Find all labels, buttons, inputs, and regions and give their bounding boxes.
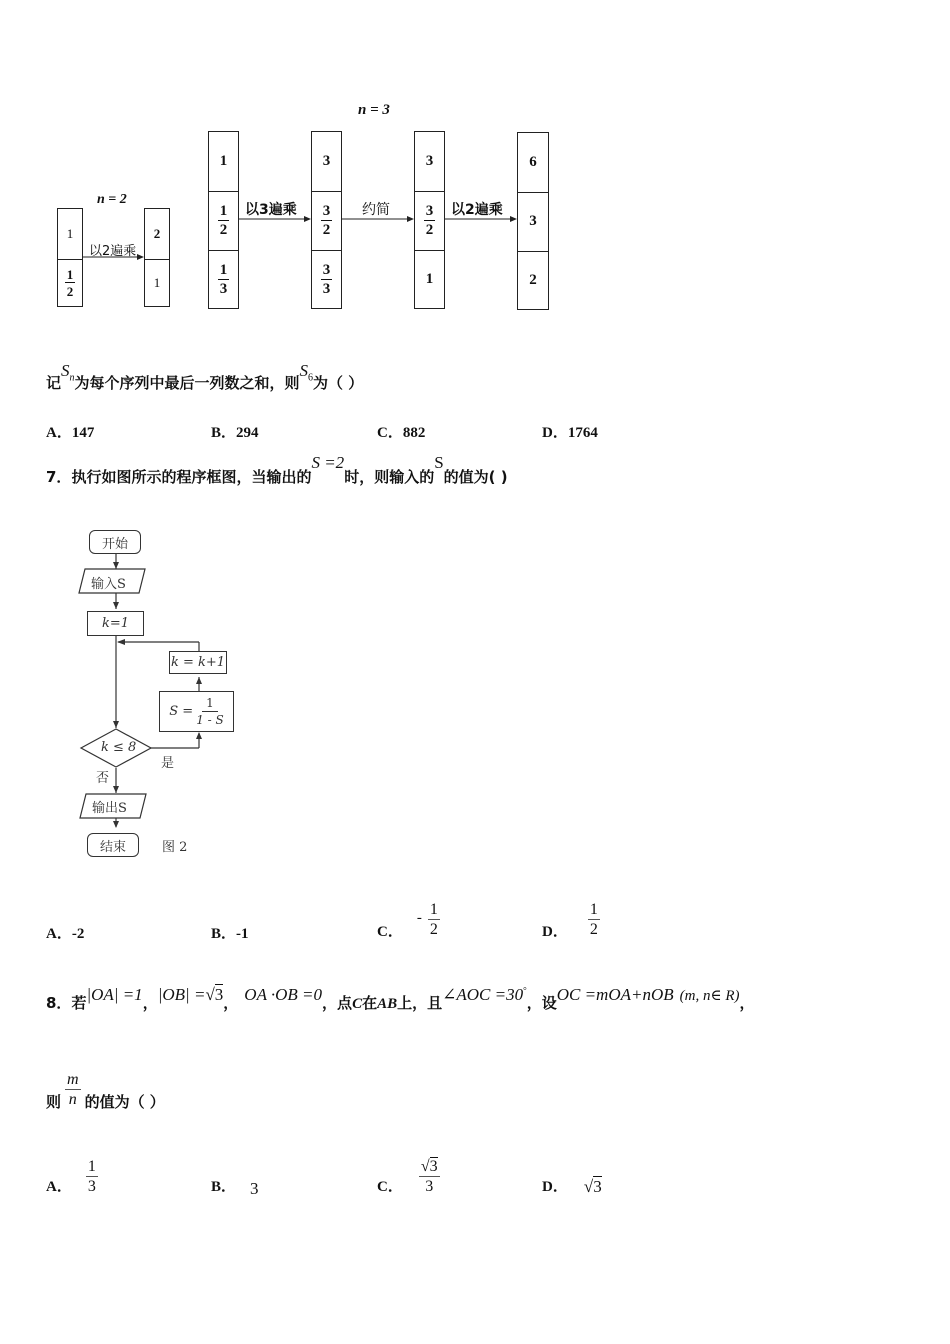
flowchart-output: 输出S	[92, 801, 127, 816]
n2-left-column	[57, 208, 83, 307]
n3-column-1	[208, 131, 239, 309]
math-domain: (m, n∈ R)	[679, 988, 740, 1004]
q7-option-d[interactable]: D． $\frac{1}{2}$	[542, 901, 598, 940]
cell: 2	[145, 209, 169, 260]
math-OA-norm: |OA| =1	[86, 985, 143, 1004]
flowchart-caption: 图 2	[162, 840, 188, 855]
flowchart-condition: k ≤ 8	[101, 740, 137, 755]
math-dot-product: OA ·OB =0	[244, 985, 323, 1004]
q6-option-c[interactable]: C．882	[377, 425, 426, 441]
cell: 3	[518, 192, 548, 252]
flowchart-init: k=1	[87, 611, 144, 636]
math-Sn: $S_n$	[61, 361, 75, 384]
flowchart-yes-label: 是	[161, 756, 175, 771]
arrow3-label: 以2遍乘	[451, 202, 503, 218]
q7-option-b[interactable]: B．-1	[211, 926, 249, 942]
q8-option-c[interactable]: C． $\frac{√3}{3}$	[377, 1158, 438, 1195]
math-S: S	[434, 453, 444, 472]
q8-stem-line1: 8．若|OA| =1，|OB| =√3， OA ·OB =0，点C在AB上，且∠AOC =30°，设OC =mOA+nOB (m, n∈ R)，	[46, 985, 755, 1012]
cell-fraction: $\frac{3}{2}$	[415, 191, 444, 251]
cell: 1	[209, 132, 238, 192]
cell: 3	[312, 132, 341, 192]
math-OC: OC =mOA+nOB	[556, 985, 674, 1004]
cell-fraction: $\frac{3}{2}$	[312, 191, 341, 251]
cell: 6	[518, 133, 548, 193]
flowchart-formula: S = $\frac{1}{1 - S}$	[159, 691, 234, 732]
q6-stem: 记$S_n$为每个序列中最后一列数之和，则$S_6$为（ ）	[46, 361, 364, 392]
q6-option-b[interactable]: B．294	[211, 425, 259, 441]
math-S6: $S_6$	[299, 361, 314, 384]
n2-label: n = 2	[97, 192, 127, 207]
cell-fraction: $\frac{1}{2}$	[66, 267, 74, 299]
cell-fraction: $\frac{1}{2}$	[209, 191, 238, 251]
cell: 1	[58, 209, 82, 260]
n2-right-column	[144, 208, 170, 307]
n3-column-4	[517, 132, 549, 310]
q7-stem: 7．执行如图所示的程序框图，当输出的S =2时，则输入的S的值为( )	[46, 453, 508, 486]
n2-arrow	[83, 252, 145, 262]
cell: 1	[425, 271, 434, 287]
arrow1-label: 以3遍乘	[245, 202, 297, 218]
math-m-over-n: $\frac{m}{n}$	[67, 1071, 79, 1108]
math-angle: ∠AOC =30°	[442, 985, 527, 1004]
cell-fraction: $\frac{1}{3}$	[219, 261, 228, 297]
q6-option-d[interactable]: D．1764	[542, 425, 598, 441]
q7-option-a[interactable]: A．-2	[46, 926, 85, 942]
arrow1	[239, 214, 312, 224]
flowchart-end: 结束	[87, 833, 139, 857]
cell: 2	[529, 272, 537, 288]
math-OB-norm: |OB| =√3	[157, 985, 224, 1004]
cell: 1	[153, 275, 161, 290]
flowchart-update-k: k = k+1	[169, 651, 227, 674]
q6-option-a[interactable]: A．147	[46, 425, 95, 441]
arrow2-label: 约简	[362, 202, 390, 218]
flowchart-no-label: 否	[96, 771, 110, 786]
arrow2	[342, 214, 415, 224]
q8-option-d[interactable]: D． √3	[542, 1177, 602, 1196]
n3-column-2	[311, 131, 342, 309]
flowchart-start: 开始	[89, 530, 141, 554]
q8-option-b[interactable]: B． 3	[211, 1178, 259, 1198]
cell-fraction: $\frac{3}{3}$	[322, 261, 331, 297]
cell: 3	[415, 132, 444, 192]
q7-option-c[interactable]: C． - $\frac{1}{2}$	[377, 901, 438, 940]
q8-stem-line2: 则 $\frac{m}{n}$ 的值为（ ）	[46, 1071, 165, 1111]
q8-option-a[interactable]: A． $\frac{1}{3}$	[46, 1158, 96, 1195]
n3-column-3	[414, 131, 445, 309]
n3-label: n = 3	[358, 102, 390, 118]
arrow3	[445, 214, 518, 224]
math-S-equals-2: S =2	[311, 453, 345, 472]
flowchart-input: 输入S	[91, 577, 126, 592]
n2-arrow-label: 以2遍乘	[89, 244, 137, 259]
